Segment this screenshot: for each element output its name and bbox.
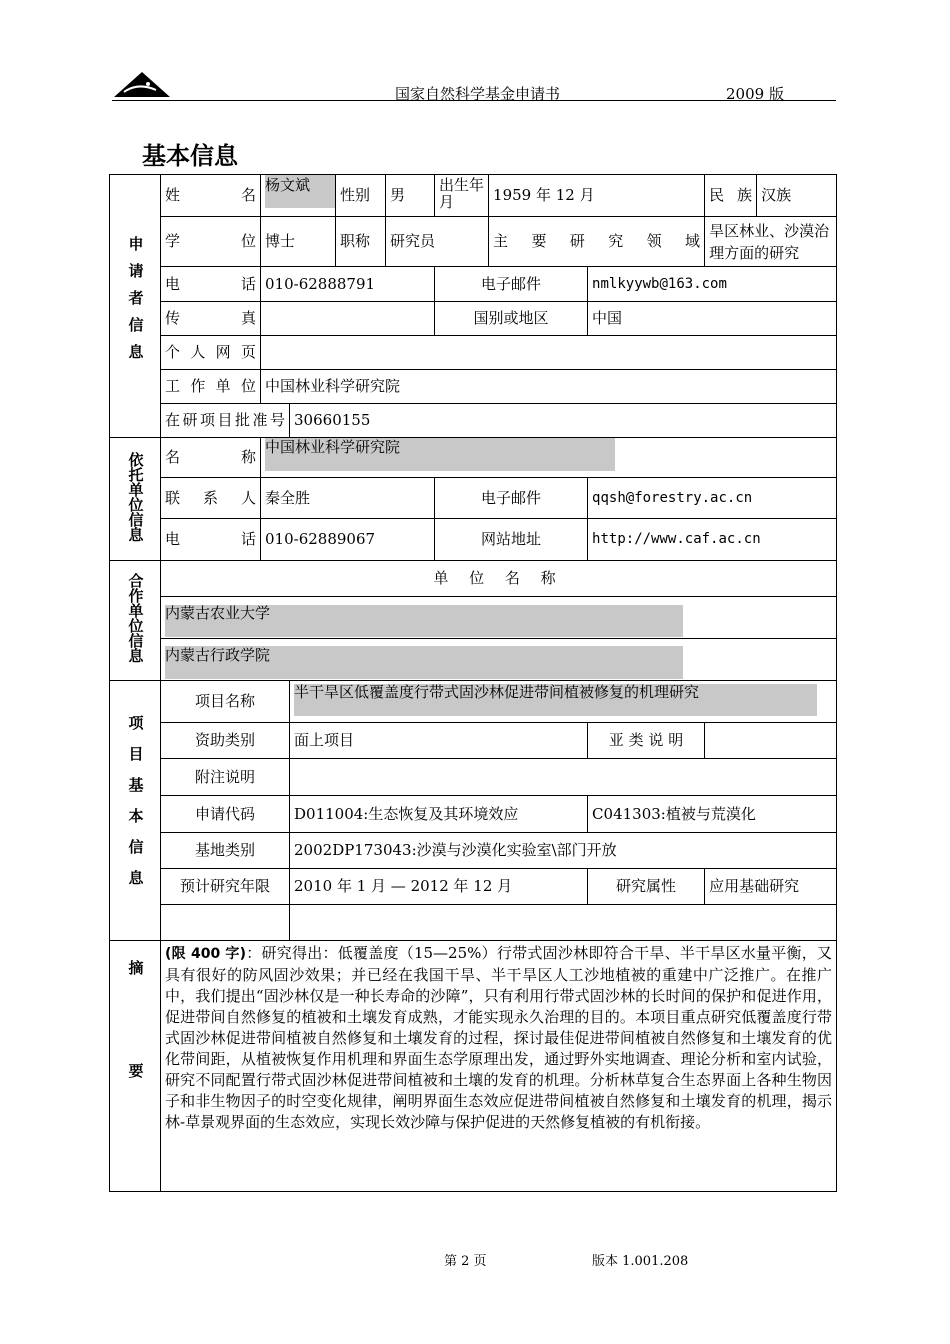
title-value: 研究员: [386, 217, 489, 267]
funding-value: 面上项目: [290, 723, 588, 759]
period-label: 预计研究年限: [161, 869, 290, 905]
host-email-value: qqsh@forestry.ac.cn: [588, 478, 837, 519]
code-label: 申请代码: [161, 796, 290, 833]
project-no-value: 30660155: [290, 404, 837, 438]
abstract-limit: (限 400 字): [165, 946, 246, 962]
header-title: 国家自然科学基金申请书: [395, 85, 561, 103]
header-rule: [112, 100, 836, 101]
email-value: nmlkyywb@163.com: [588, 267, 837, 302]
host-section-label: 依托单位信息: [110, 438, 161, 561]
partner-item: 内蒙古行政学院: [161, 639, 837, 681]
ethnic-label: 民族: [705, 175, 757, 217]
contact-value: 秦全胜: [261, 478, 435, 519]
degree-label: 学位: [161, 217, 261, 267]
project-name-value: 半干旱区低覆盖度行带式固沙林促进带间植被修复的机理研究: [290, 681, 837, 723]
partner-header: 单 位 名 称: [161, 561, 837, 597]
employer-label: 工作单位: [161, 370, 261, 404]
host-phone-label: 电话: [161, 519, 261, 561]
nsfc-logo: [114, 70, 170, 98]
title-label: 职称: [336, 217, 386, 267]
subclass-label: 亚 类 说 明: [588, 723, 705, 759]
project-empty-value: [290, 905, 837, 941]
sex-label: 性别: [336, 175, 386, 217]
footer-version: 版本 1.001.208: [592, 1254, 689, 1269]
footer-page: 第 2 页: [444, 1254, 487, 1269]
host-email-label: 电子邮件: [435, 478, 588, 519]
basic-info-table: [109, 174, 837, 1192]
base-value: 2002DP173043:沙漠与沙漠化实验室\部门开放: [290, 833, 837, 869]
field-label: 主要研究领域: [489, 217, 705, 267]
project-empty-label: [161, 905, 290, 941]
page-title: 基本信息: [142, 142, 238, 170]
base-label: 基地类别: [161, 833, 290, 869]
fax-value: [261, 302, 435, 336]
host-phone-value: 010-62889067: [261, 519, 435, 561]
sex-value: 男: [386, 175, 435, 217]
fax-label: 传真: [161, 302, 261, 336]
attr-value: 应用基础研究: [705, 869, 837, 905]
host-name-value: 中国林业科学研究院: [261, 438, 837, 478]
country-label: 国别或地区: [435, 302, 588, 336]
ethnic-value: 汉族: [757, 175, 837, 217]
abstract-text: ：研究得出：低覆盖度（15—25%）行带式固沙林即符合干旱、半干旱区水量平衡，又具有很好的防风固沙效果；并已经在我国干旱、半干旱区人工沙地植被的重建中广泛推广。在推广中，我们提出“固沙林仅是一种长寿命的沙障”，只有利用行带式固沙林的长时间的保护和促进作用，促进带间自然修复的植被和土壤发育成熟，才能实现永久治理的目的。本项目重点研究低覆盖度行带式固沙林促进带间植被自然修复和土壤发育的过程，探讨最佳促进带间植被自然修复和土壤发育的优化带间距，从植被恢复作用机理和界面生态学原理出发，通过野外实地调查、理论分析和室内试验，研究不同配置行带式固沙林促进带间植被和土壤的发育的机理。分析林草复合生态界面上各种生物因子和非生物因子的时空变化规律，阐明界面生态效应促进带间植被自然修复和土壤发育的机理，揭示林-草景观界面的生态效应，实现长效沙障与保护促进的天然修复植被的有机衔接。: [165, 944, 833, 1131]
degree-value: 博士: [261, 217, 336, 267]
contact-label: 联系人: [161, 478, 261, 519]
name-label: 姓名: [161, 175, 261, 217]
abstract-body: [161, 941, 837, 1192]
birth-label: 出生年月: [435, 175, 489, 217]
partner-item: 内蒙古农业大学: [161, 597, 837, 639]
country-value: 中国: [588, 302, 837, 336]
web-label: 网站地址: [435, 519, 588, 561]
subclass-value: [705, 723, 837, 759]
code-primary: D011004:生态恢复及其环境效应: [290, 796, 588, 833]
homepage-label: 个人网页: [161, 336, 261, 370]
period-value: 2010 年 1 月 — 2012 年 12 月: [290, 869, 588, 905]
project-no-label: 在研项目批准号: [161, 404, 290, 438]
abstract-section-label: 摘要: [110, 941, 161, 1192]
email-label: 电子邮件: [435, 267, 588, 302]
note-value: [290, 759, 837, 796]
field-value: 旱区林业、沙漠治理方面的研究: [705, 217, 837, 267]
funding-label: 资助类别: [161, 723, 290, 759]
name-value: 杨文斌: [261, 175, 336, 217]
note-label: 附注说明: [161, 759, 290, 796]
phone-label: 电话: [161, 267, 261, 302]
applicant-section-label: 申请者信息: [110, 175, 161, 438]
homepage-value: [261, 336, 837, 370]
employer-value: 中国林业科学研究院: [261, 370, 837, 404]
code-secondary: C041303:植被与荒漠化: [588, 796, 837, 833]
attr-label: 研究属性: [588, 869, 705, 905]
web-value: http://www.caf.ac.cn: [588, 519, 837, 561]
project-section-label: 项目基本信息: [110, 681, 161, 941]
project-name-label: 项目名称: [161, 681, 290, 723]
header-version: 2009 版: [726, 85, 784, 103]
phone-value: 010-62888791: [261, 267, 435, 302]
partner-section-label: 合作单位信息: [110, 561, 161, 681]
birth-value: 1959 年 12 月: [489, 175, 705, 217]
host-name-label: 名称: [161, 438, 261, 478]
